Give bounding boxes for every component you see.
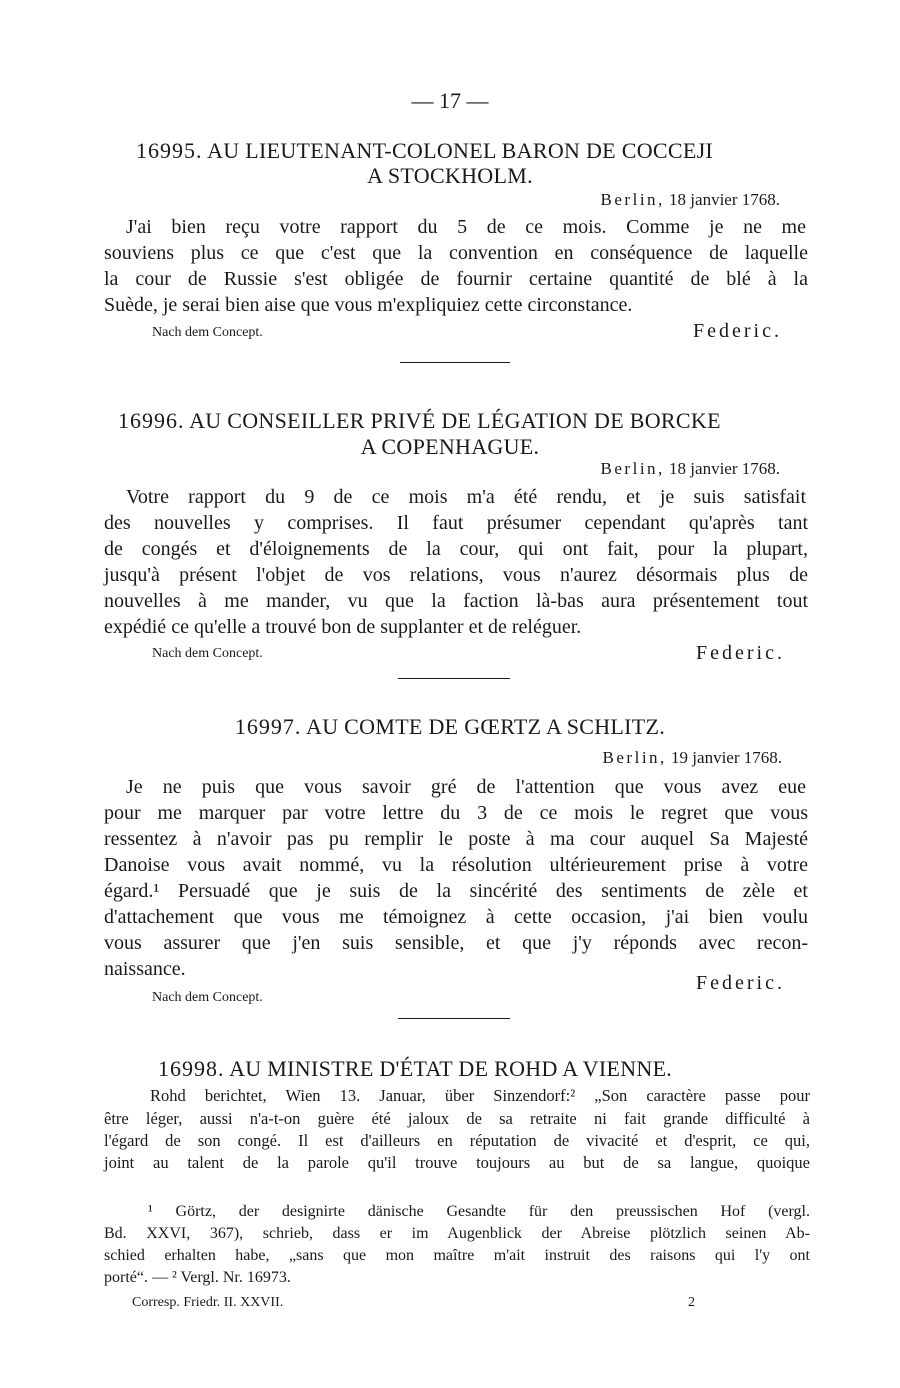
- body-line: ressentez à n'avoir pas pu remplir le poste à ma cour auquel Sa Majesté: [104, 828, 808, 850]
- letter-title-line2: A STOCKHOLM.: [367, 163, 533, 188]
- dateline-date: 18 janvier 1768.: [669, 459, 780, 478]
- letter-number: 16995.: [136, 138, 203, 163]
- dateline: [603, 748, 782, 768]
- footnote-line: porté“. — ² Vergl. Nr. 16973.: [104, 1269, 291, 1286]
- footnote-line: Bd. XXVI, 367), schrieb, dass er im Augenblick der Abreise plötzlich seinen Ab-: [104, 1225, 810, 1242]
- letter-title: AU CONSEILLER PRIVÉ DE LÉGATION DE BORCKE: [189, 408, 721, 433]
- footnote-line: schied erhalten habe, „sans que mon maître m'ait instruit des raisons qui l'y ont: [104, 1247, 810, 1264]
- signature: Federic.: [696, 972, 785, 994]
- summary-line: l'égard de son congé. Il est d'ailleurs en réputation de vivacité et d'esprit, ce qui,: [104, 1131, 810, 1150]
- letter-number: 16998.: [158, 1056, 225, 1081]
- body-line: Je ne puis que vous savoir gré de l'attention que vous avez eue: [126, 776, 806, 798]
- dateline-place: Berlin,: [600, 190, 665, 209]
- signature: Federic.: [693, 320, 782, 342]
- dateline-place: Berlin,: [600, 459, 665, 478]
- body-line: naissance.: [104, 958, 186, 980]
- body-line: la cour de Russie s'est obligée de fournir certaine quantité de blé à la: [104, 268, 808, 290]
- body-line: Danoise vous avait nommé, vu la résolution ultérieurement prise à votre: [104, 854, 808, 876]
- body-line: pour me marquer par votre lettre du 3 de ce mois le regret que vous: [104, 802, 808, 824]
- letter-number: 16996.: [118, 408, 185, 433]
- body-line: J'ai bien reçu votre rapport du 5 de ce mois. Comme je ne me: [126, 216, 806, 238]
- dateline-date: 18 janvier 1768.: [669, 190, 780, 209]
- letter-title: AU MINISTRE D'ÉTAT DE ROHD A VIENNE.: [229, 1056, 673, 1081]
- body-line: expédié ce qu'elle a trouvé bon de supplanter et de reléguer.: [104, 616, 582, 638]
- dateline: [601, 459, 780, 479]
- letter-title-line2: A COPENHAGUE.: [360, 434, 540, 459]
- dateline: [601, 190, 780, 210]
- section-divider: [398, 1018, 510, 1019]
- section-divider: [400, 362, 510, 363]
- source-note: Nach dem Concept.: [152, 325, 263, 340]
- summary-line: être léger, aussi n'a-t-on guère été jaloux de sa retraite ni fait grande difficulté à: [104, 1109, 810, 1128]
- page-number: — 17 —: [411, 88, 489, 113]
- section-divider: [398, 678, 510, 679]
- footnote-line: ¹ Görtz, der designirte dänische Gesandte für den preussischen Hof (vergl.: [148, 1203, 810, 1220]
- body-line: d'attachement que vous me témoignez à cette occasion, j'ai bien voulu: [104, 906, 808, 928]
- body-line: vous assurer que j'en suis sensible, et que j'y réponds avec recon-: [104, 932, 808, 954]
- footer-signature-mark: 2: [688, 1295, 695, 1310]
- body-line: de congés et d'éloignements de la cour, qui ont fait, pour la plupart,: [104, 538, 808, 560]
- body-line: Votre rapport du 9 de ce mois m'a été rendu, et je suis satisfait: [126, 486, 806, 508]
- body-line: Suède, je serai bien aise que vous m'expliquiez cette circonstance.: [104, 294, 633, 316]
- body-line: égard.¹ Persuadé que je suis de la sincérité des sentiments de zèle et: [104, 880, 808, 902]
- source-note: Nach dem Concept.: [152, 990, 263, 1005]
- letter-title: AU LIEUTENANT-COLONEL BARON DE COCCEJI: [207, 138, 714, 163]
- letter-title: AU COMTE DE GŒRTZ A SCHLITZ.: [306, 714, 666, 739]
- body-line: souviens plus ce que c'est que la convention en conséquence de laquelle: [104, 242, 808, 264]
- letter-heading: [0, 714, 900, 740]
- dateline-date: 19 janvier 1768.: [671, 748, 782, 767]
- letter-heading: [136, 138, 713, 164]
- letter-heading: [118, 408, 721, 434]
- summary-line: Rohd berichtet, Wien 13. Januar, über Sinzendorf:² „Son caractère passe pour: [150, 1086, 810, 1105]
- letter-heading: [158, 1056, 672, 1082]
- body-line: jusqu'à présent l'objet de vos relations, vous n'aurez désormais plus de: [104, 564, 808, 586]
- body-line: nouvelles à me mander, vu que la faction là-bas aura présentement tout: [104, 590, 808, 612]
- signature: Federic.: [696, 642, 785, 664]
- letter-number: 16997.: [234, 714, 302, 739]
- body-line: des nouvelles y comprises. Il faut présumer cependant qu'après tant: [104, 512, 808, 534]
- summary-line: joint au talent de la parole qu'il trouve toujours au but de sa langue, quoique: [104, 1153, 810, 1172]
- dateline-place: Berlin,: [602, 748, 667, 767]
- source-note: Nach dem Concept.: [152, 646, 263, 661]
- footer-source: Corresp. Friedr. II. XXVII.: [132, 1295, 284, 1310]
